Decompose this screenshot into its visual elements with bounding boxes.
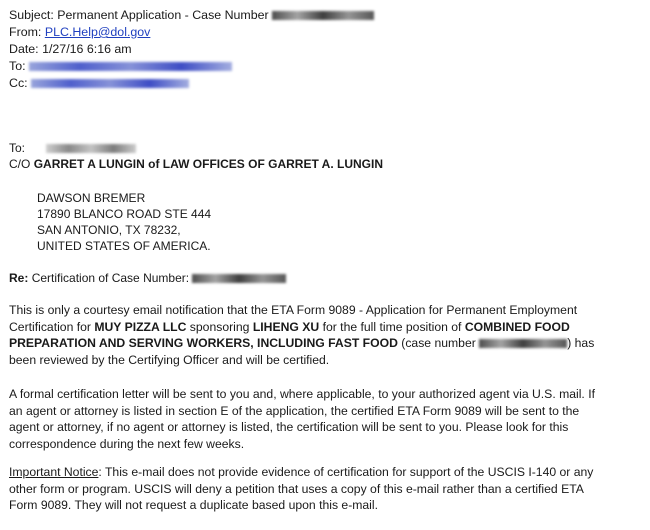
subject-text: Permanent Application - Case Number bbox=[57, 8, 269, 22]
p3-text: : This e-mail does not provide evidence of certification for support of the USCIS I-140 or any bbox=[98, 465, 594, 479]
re-text: Certification of Case Number: bbox=[31, 271, 190, 285]
date-line bbox=[9, 41, 132, 57]
address-line-2: 17890 BLANCO ROAD STE 444 bbox=[37, 207, 212, 221]
date-value: 1/27/16 6:16 am bbox=[42, 42, 132, 56]
re-line bbox=[9, 270, 286, 286]
p1-text: Certification for bbox=[9, 319, 95, 334]
body-to-line bbox=[9, 140, 136, 156]
p3-line-2: other form or program. USCIS will deny a petition that uses a copy of this e-mail rather than a certified ETA bbox=[9, 481, 584, 496]
position-title-a: COMBINED FOOD bbox=[464, 319, 570, 334]
address-line-3: SAN ANTONIO, TX 78232, bbox=[37, 223, 181, 237]
p1-line-3 bbox=[9, 335, 643, 352]
p1-text: for the full time position of bbox=[319, 319, 465, 334]
to-line bbox=[9, 58, 232, 74]
p3-line-1 bbox=[9, 464, 643, 481]
redacted-case-number-p1 bbox=[479, 339, 567, 348]
from-line bbox=[9, 24, 150, 40]
care-of-line bbox=[9, 156, 383, 172]
formal-letter-paragraph bbox=[9, 386, 643, 452]
employer-name: MUY PIZZA LLC bbox=[94, 319, 187, 334]
p2-line-1: A formal certification letter will be sent to you and, where applicable, to your authorized agent via U.S. mail. If bbox=[9, 387, 595, 401]
courtesy-paragraph bbox=[9, 302, 643, 368]
redacted-case-number-re bbox=[192, 274, 286, 283]
subject-label: Subject: bbox=[9, 8, 54, 22]
cc-line bbox=[9, 75, 189, 91]
from-email-link[interactable]: PLC.Help@dol.gov bbox=[44, 25, 151, 39]
p1-line-1: This is only a courtesy email notification that the ETA Form 9089 - Application for Permanent Employment bbox=[9, 303, 578, 317]
beneficiary-name: LIHENG XU bbox=[252, 319, 320, 334]
important-notice-paragraph bbox=[9, 464, 643, 514]
position-title-b: PREPARATION AND SERVING WORKERS, INCLUDING FAST FOOD bbox=[9, 336, 398, 350]
address-line-1: DAWSON BREMER bbox=[37, 191, 146, 205]
p1-line-4: been reviewed by the Certifying Officer and will be certified. bbox=[9, 352, 330, 367]
redacted-case-number bbox=[272, 11, 374, 20]
p2-line-4: correspondence during the next few weeks. bbox=[9, 436, 245, 451]
p1-text: ) has bbox=[567, 336, 595, 350]
re-label: Re: bbox=[9, 271, 29, 285]
redacted-recipient bbox=[46, 144, 136, 153]
p1-line-2 bbox=[9, 319, 643, 336]
important-notice-label: Important Notice bbox=[9, 465, 99, 479]
cc-label: Cc: bbox=[9, 76, 28, 90]
redacted-to-email[interactable] bbox=[29, 62, 232, 71]
date-label: Date: bbox=[9, 42, 39, 56]
body-to-label: To: bbox=[9, 141, 26, 155]
p3-line-3: Form 9089. They will not request a duplicate based upon this e-mail. bbox=[9, 498, 378, 512]
p2-line-3: agent or attorney, if no agent or attorney is listed, the certification will be sent to you. Please look for this bbox=[9, 420, 569, 434]
from-label: From: bbox=[9, 25, 42, 39]
care-of-prefix: C/O bbox=[9, 157, 31, 171]
to-label: To: bbox=[9, 59, 26, 73]
address-line-4: UNITED STATES OF AMERICA. bbox=[37, 239, 211, 253]
subject-line bbox=[9, 7, 374, 23]
attorney-name: GARRET A LUNGIN of LAW OFFICES OF GARRET A. LUNGIN bbox=[33, 157, 383, 171]
redacted-cc-email[interactable] bbox=[31, 79, 189, 88]
p1-text: (case number bbox=[397, 336, 480, 350]
p2-line-2: an agent or attorney is listed in section E of the application, the certified ETA Form 9089 will be sent to the bbox=[9, 403, 580, 418]
p1-text: sponsoring bbox=[186, 319, 253, 334]
